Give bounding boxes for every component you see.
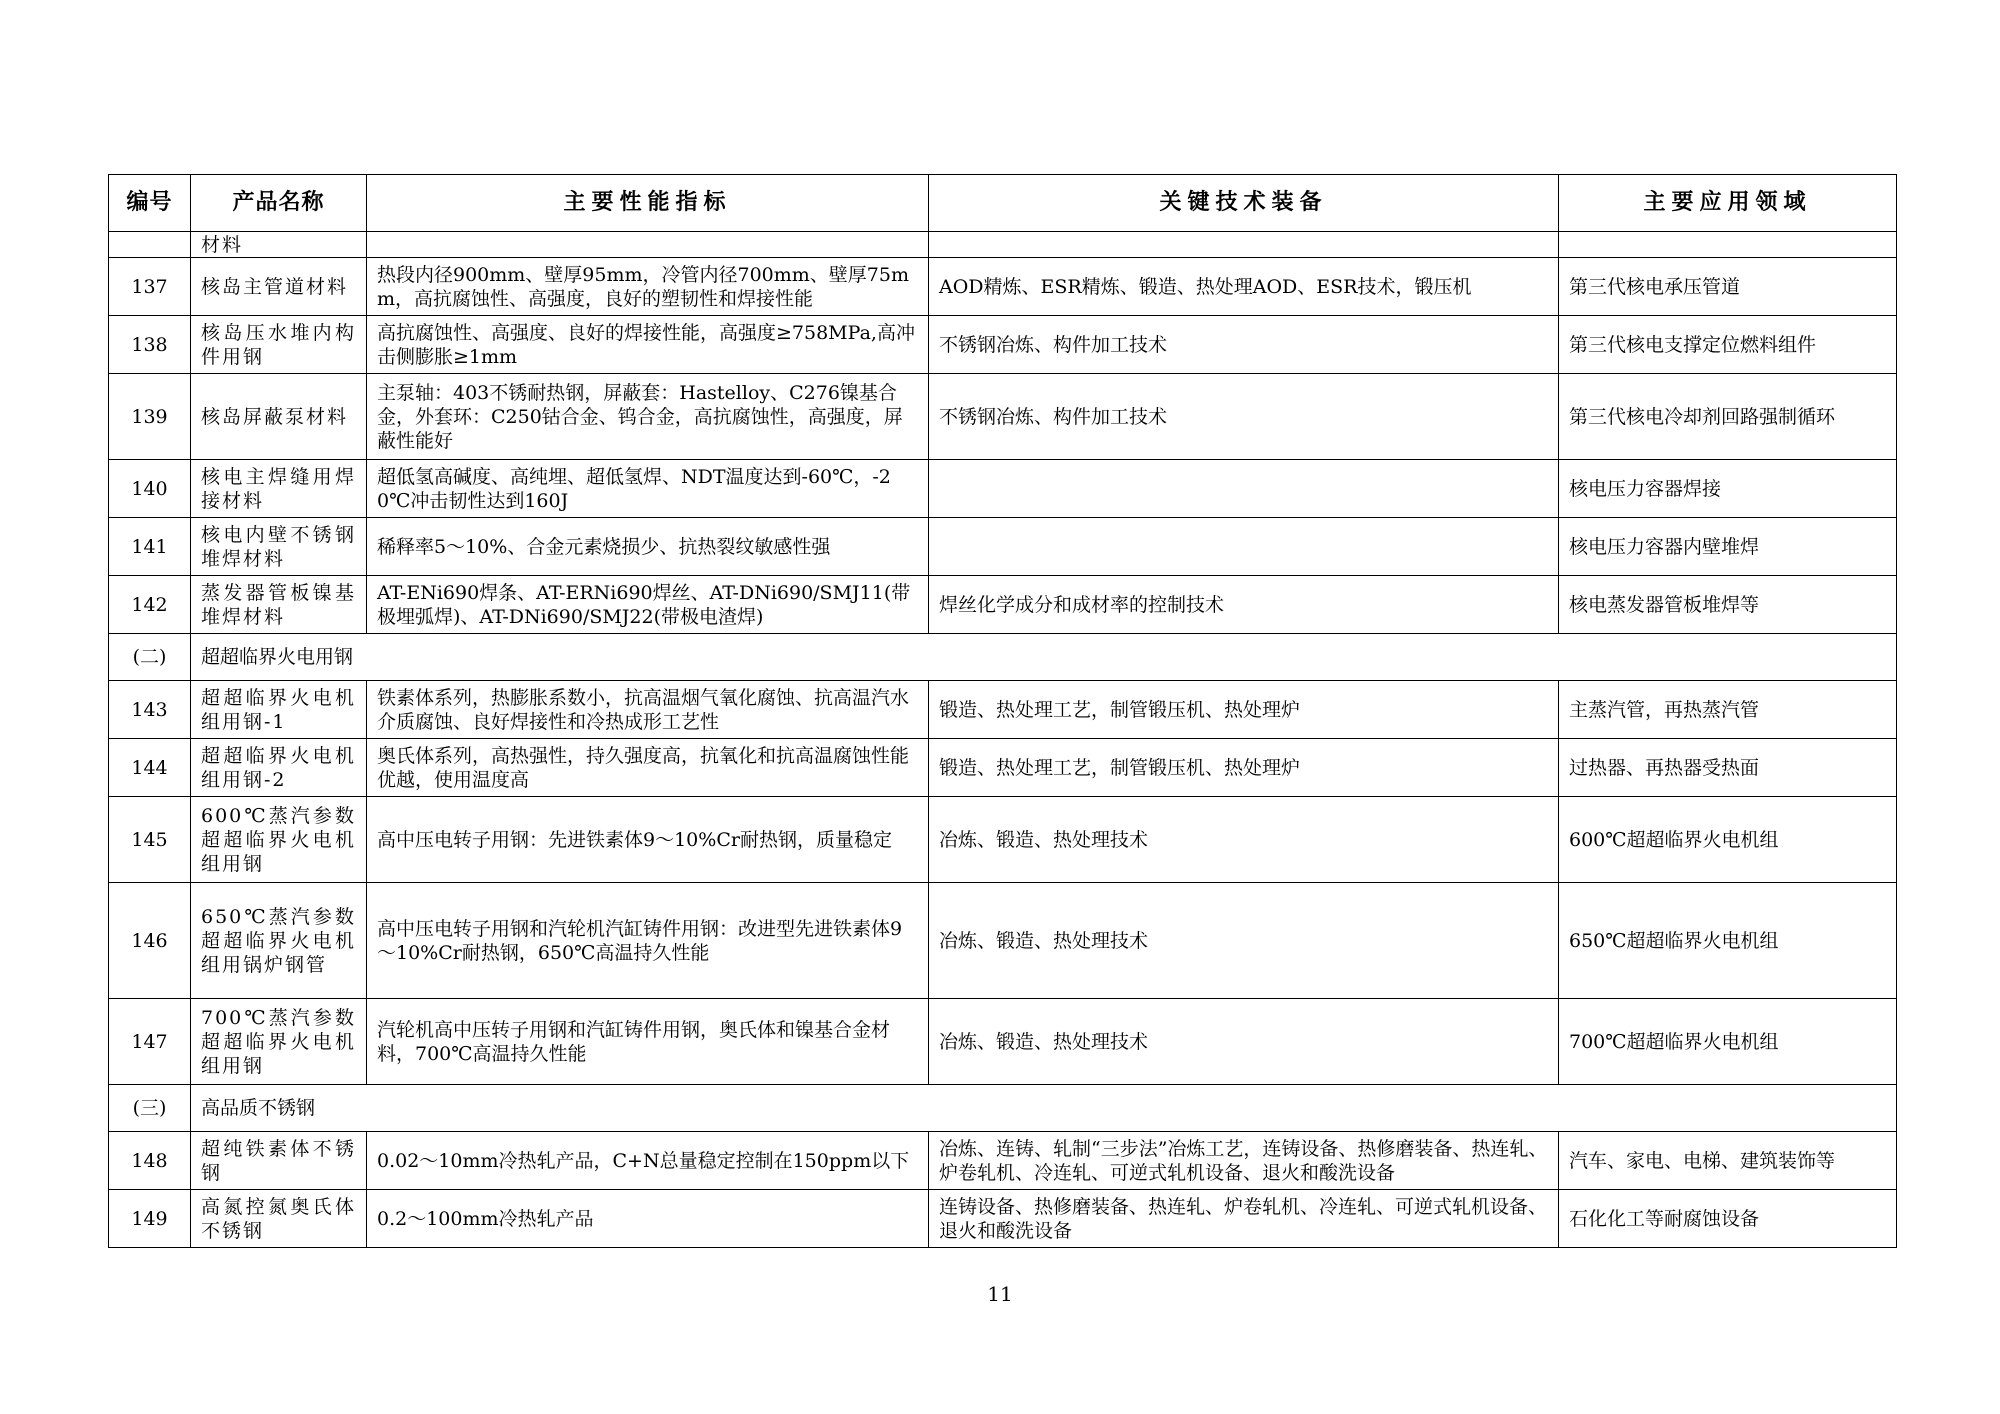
header-number: 编号 bbox=[109, 175, 191, 232]
section-row bbox=[109, 1085, 1897, 1132]
cell-performance: 超低氢高碱度、高纯埋、超低氢焊、NDT温度达到-60℃，-20℃冲击韧性达到160J bbox=[367, 460, 929, 518]
cell-product-name: 蒸发器管板镍基堆焊材料 bbox=[191, 576, 367, 634]
table-row bbox=[109, 258, 1897, 316]
table-row bbox=[109, 316, 1897, 374]
cell-application: 600℃超超临界火电机组 bbox=[1559, 797, 1897, 883]
cell-product-name: 高氮控氮奥氏体不锈钢 bbox=[191, 1190, 367, 1248]
cell-product-name: 核电内壁不锈钢堆焊材料 bbox=[191, 518, 367, 576]
cell-equipment: AOD精炼、ESR精炼、锻造、热处理AOD、ESR技术，锻压机 bbox=[929, 258, 1559, 316]
cell-product-name: 650℃蒸汽参数超超临界火电机组用锅炉钢管 bbox=[191, 883, 367, 999]
cell-number: 145 bbox=[109, 797, 191, 883]
section-row bbox=[109, 634, 1897, 681]
cell-application: 第三代核电冷却剂回路强制循环 bbox=[1559, 374, 1897, 460]
cell-performance: 高中压电转子用钢：先进铁素体9～10%Cr耐热钢，质量稳定 bbox=[367, 797, 929, 883]
cell-number: 140 bbox=[109, 460, 191, 518]
cell-application: 过热器、再热器受热面 bbox=[1559, 739, 1897, 797]
cell-performance: 汽轮机高中压转子用钢和汽缸铸件用钢，奥氏体和镍基合金材料，700℃高温持久性能 bbox=[367, 999, 929, 1085]
cell-number: 149 bbox=[109, 1190, 191, 1248]
cell-number: 147 bbox=[109, 999, 191, 1085]
cell-application: 主蒸汽管，再热蒸汽管 bbox=[1559, 681, 1897, 739]
cell-number: 144 bbox=[109, 739, 191, 797]
header-performance: 主要性能指标 bbox=[367, 175, 929, 232]
cell-product-name: 核岛屏蔽泵材料 bbox=[191, 374, 367, 460]
table-row bbox=[109, 1190, 1897, 1248]
cell-application: 汽车、家电、电梯、建筑装饰等 bbox=[1559, 1132, 1897, 1190]
cell-equipment bbox=[929, 460, 1559, 518]
cell-product-name: 材料 bbox=[191, 232, 367, 258]
header-application: 主要应用领域 bbox=[1559, 175, 1897, 232]
cell-performance: 奥氏体系列，高热强性，持久强度高，抗氧化和抗高温腐蚀性能优越，使用温度高 bbox=[367, 739, 929, 797]
cell-equipment bbox=[929, 518, 1559, 576]
cell-equipment: 冶炼、锻造、热处理技术 bbox=[929, 883, 1559, 999]
cell-number bbox=[109, 232, 191, 258]
cell-performance: 主泵轴：403不锈耐热钢，屏蔽套：Hastelloy、C276镍基合金，外套环：C250钴合金、钨合金，高抗腐蚀性，高强度，屏蔽性能好 bbox=[367, 374, 929, 460]
section-number: (二) bbox=[109, 634, 191, 681]
cell-performance: 0.2～100mm冷热轧产品 bbox=[367, 1190, 929, 1248]
cell-equipment: 锻造、热处理工艺，制管锻压机、热处理炉 bbox=[929, 739, 1559, 797]
table-row bbox=[109, 518, 1897, 576]
cell-number: 146 bbox=[109, 883, 191, 999]
table-row bbox=[109, 576, 1897, 634]
cell-number: 141 bbox=[109, 518, 191, 576]
cell-equipment: 不锈钢冶炼、构件加工技术 bbox=[929, 374, 1559, 460]
cell-application: 核电蒸发器管板堆焊等 bbox=[1559, 576, 1897, 634]
cell-performance: 0.02～10mm冷热轧产品，C+N总量稳定控制在150ppm以下 bbox=[367, 1132, 929, 1190]
cell-number: 137 bbox=[109, 258, 191, 316]
cell-equipment: 焊丝化学成分和成材率的控制技术 bbox=[929, 576, 1559, 634]
cell-product-name: 600℃蒸汽参数超超临界火电机组用钢 bbox=[191, 797, 367, 883]
cell-equipment: 冶炼、连铸、轧制“三步法”冶炼工艺，连铸设备、热修磨装备、热连轧、炉卷轧机、冷连轧、可逆式轧机设备、退火和酸洗设备 bbox=[929, 1132, 1559, 1190]
cell-product-name: 核电主焊缝用焊接材料 bbox=[191, 460, 367, 518]
table-body bbox=[109, 232, 1897, 1248]
cell-product-name: 超超临界火电机组用钢-2 bbox=[191, 739, 367, 797]
cell-performance: 高中压电转子用钢和汽轮机汽缸铸件用钢：改进型先进铁素体9～10%Cr耐热钢，650℃高温持久性能 bbox=[367, 883, 929, 999]
cell-application: 700℃超超临界火电机组 bbox=[1559, 999, 1897, 1085]
table-row bbox=[109, 460, 1897, 518]
table-row bbox=[109, 232, 1897, 258]
cell-application bbox=[1559, 232, 1897, 258]
cell-product-name: 核岛主管道材料 bbox=[191, 258, 367, 316]
cell-performance: AT-ENi690焊条、AT-ERNi690焊丝、AT-DNi690/SMJ11(带极埋弧焊)、AT-DNi690/SMJ22(带极电渣焊) bbox=[367, 576, 929, 634]
section-number: (三) bbox=[109, 1085, 191, 1132]
section-title: 高品质不锈钢 bbox=[191, 1085, 1897, 1132]
cell-performance: 高抗腐蚀性、高强度、良好的焊接性能，高强度≥758MPa,高冲击侧膨胀≥1mm bbox=[367, 316, 929, 374]
cell-product-name: 超纯铁素体不锈钢 bbox=[191, 1132, 367, 1190]
cell-performance: 热段内径900mm、壁厚95mm，冷管内径700mm、壁厚75mm，高抗腐蚀性、高强度，良好的塑韧性和焊接性能 bbox=[367, 258, 929, 316]
cell-application: 核电压力容器焊接 bbox=[1559, 460, 1897, 518]
cell-product-name: 700℃蒸汽参数超超临界火电机组用钢 bbox=[191, 999, 367, 1085]
cell-application: 石化化工等耐腐蚀设备 bbox=[1559, 1190, 1897, 1248]
cell-number: 143 bbox=[109, 681, 191, 739]
cell-equipment: 连铸设备、热修磨装备、热连轧、炉卷轧机、冷连轧、可逆式轧机设备、退火和酸洗设备 bbox=[929, 1190, 1559, 1248]
cell-number: 138 bbox=[109, 316, 191, 374]
cell-equipment: 不锈钢冶炼、构件加工技术 bbox=[929, 316, 1559, 374]
cell-application: 第三代核电承压管道 bbox=[1559, 258, 1897, 316]
cell-application: 650℃超超临界火电机组 bbox=[1559, 883, 1897, 999]
table-row bbox=[109, 999, 1897, 1085]
table-header-row bbox=[109, 175, 1897, 232]
table-row bbox=[109, 374, 1897, 460]
section-title: 超超临界火电用钢 bbox=[191, 634, 1897, 681]
cell-equipment: 锻造、热处理工艺，制管锻压机、热处理炉 bbox=[929, 681, 1559, 739]
cell-equipment bbox=[929, 232, 1559, 258]
cell-equipment: 冶炼、锻造、热处理技术 bbox=[929, 797, 1559, 883]
cell-application: 第三代核电支撑定位燃料组件 bbox=[1559, 316, 1897, 374]
cell-product-name: 超超临界火电机组用钢-1 bbox=[191, 681, 367, 739]
table-row bbox=[109, 883, 1897, 999]
page-number: 11 bbox=[987, 1282, 1013, 1306]
header-equipment: 关键技术装备 bbox=[929, 175, 1559, 232]
table-row bbox=[109, 1132, 1897, 1190]
cell-performance bbox=[367, 232, 929, 258]
table-row bbox=[109, 739, 1897, 797]
cell-number: 148 bbox=[109, 1132, 191, 1190]
cell-equipment: 冶炼、锻造、热处理技术 bbox=[929, 999, 1559, 1085]
product-table bbox=[108, 174, 1897, 1248]
cell-number: 139 bbox=[109, 374, 191, 460]
table-row bbox=[109, 681, 1897, 739]
cell-performance: 稀释率5～10%、合金元素烧损少、抗热裂纹敏感性强 bbox=[367, 518, 929, 576]
cell-product-name: 核岛压水堆内构件用钢 bbox=[191, 316, 367, 374]
header-product-name: 产品名称 bbox=[191, 175, 367, 232]
cell-number: 142 bbox=[109, 576, 191, 634]
cell-application: 核电压力容器内壁堆焊 bbox=[1559, 518, 1897, 576]
cell-performance: 铁素体系列，热膨胀系数小，抗高温烟气氧化腐蚀、抗高温汽水介质腐蚀、良好焊接性和冷热成形工艺性 bbox=[367, 681, 929, 739]
table-row bbox=[109, 797, 1897, 883]
